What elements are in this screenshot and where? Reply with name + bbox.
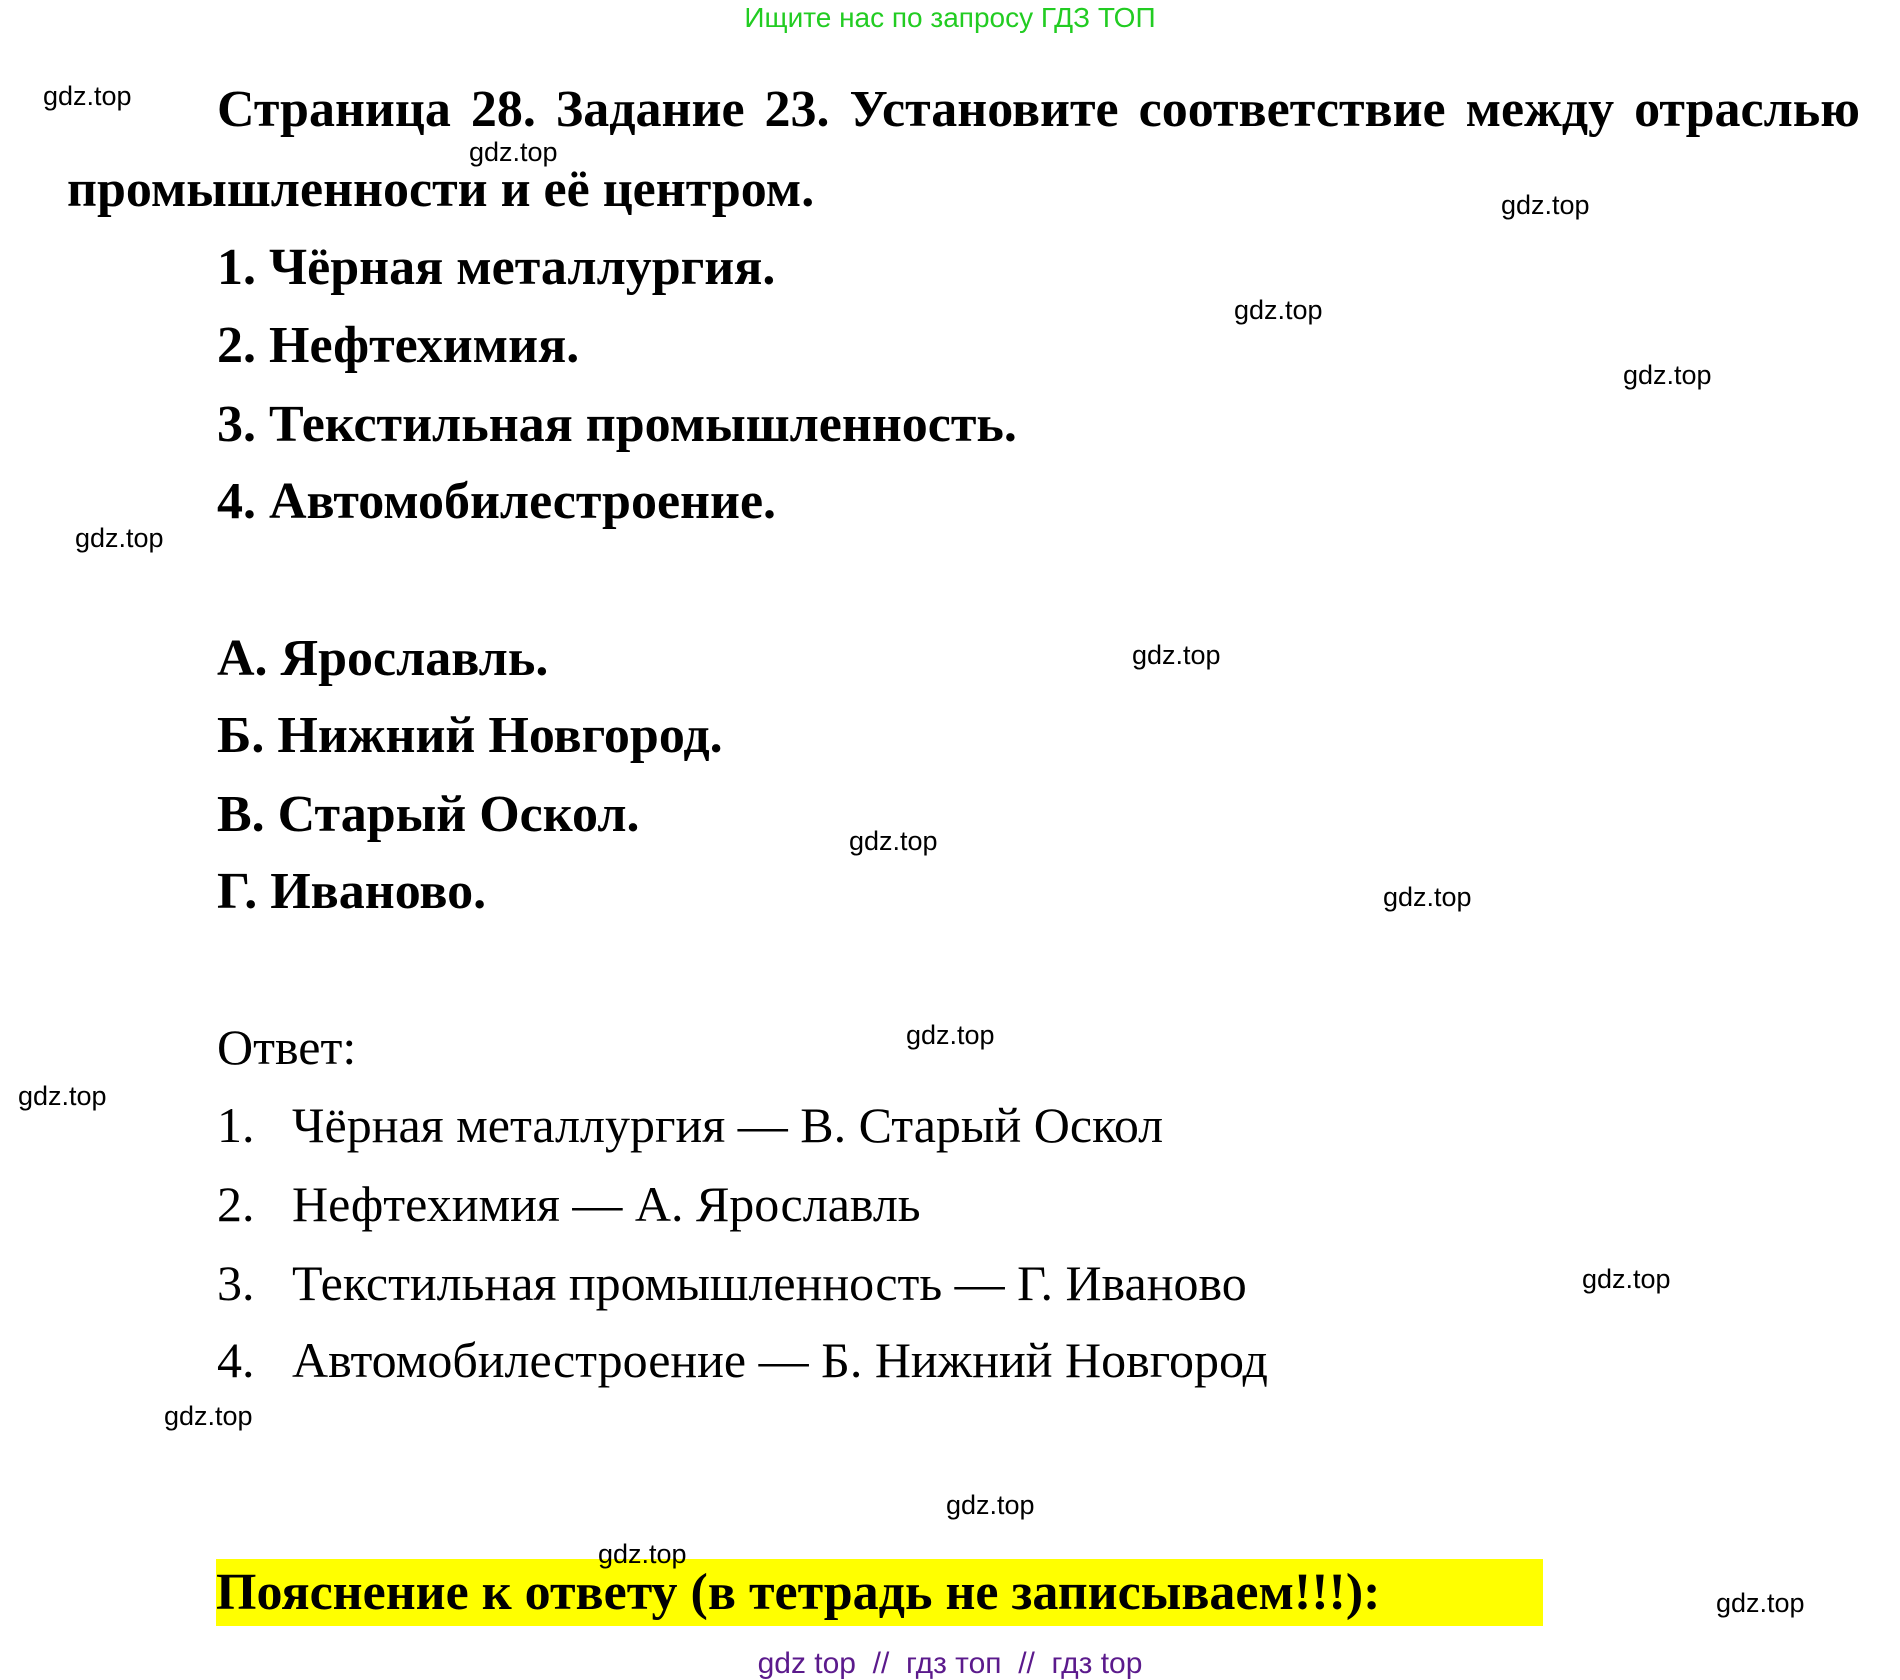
watermark: gdz.top — [598, 1539, 687, 1569]
answer-line — [217, 1174, 921, 1234]
center-item: А. Ярославль. — [217, 630, 549, 687]
industry-item: 1. Чёрная металлургия. — [217, 239, 776, 296]
watermark: gdz.top — [1582, 1264, 1671, 1294]
watermark: gdz.top — [1716, 1588, 1805, 1618]
explanation-heading: Пояснение к ответу (в тетрадь не записываем!!!): — [216, 1559, 1543, 1626]
watermark: gdz.top — [946, 1490, 1035, 1520]
answer-number: 2. — [217, 1176, 255, 1232]
watermark: gdz.top — [1383, 882, 1472, 912]
watermark: gdz.top — [18, 1081, 107, 1111]
answer-number: 4. — [217, 1332, 255, 1388]
answer-text: Нефтехимия — А. Ярославль — [292, 1176, 921, 1232]
watermark: gdz.top — [469, 137, 558, 167]
center-item: В. Старый Оскол. — [217, 786, 640, 843]
watermark: gdz.top — [43, 81, 132, 111]
answer-text: Текстильная промышленность — Г. Иваново — [292, 1255, 1247, 1311]
watermark: gdz.top — [906, 1020, 995, 1050]
watermark: gdz.top — [164, 1401, 253, 1431]
watermark: gdz.top — [1623, 360, 1712, 390]
center-item: Г. Иваново. — [217, 863, 487, 920]
search-banner: Ищите нас по запросу ГДЗ ТОП — [744, 2, 1156, 33]
answer-line — [217, 1330, 1268, 1390]
answer-number: 1. — [217, 1097, 255, 1153]
answer-number: 3. — [217, 1255, 255, 1311]
answer-label: Ответ: — [217, 1019, 357, 1075]
footer-links[interactable]: gdz top // гдз топ // гдз top — [757, 1647, 1143, 1680]
industry-item: 2. Нефтехимия. — [217, 317, 580, 374]
watermark: gdz.top — [75, 523, 164, 553]
watermark: gdz.top — [1501, 190, 1590, 220]
answer-text: Чёрная металлургия — В. Старый Оскол — [292, 1097, 1164, 1153]
answer-line — [217, 1253, 1247, 1313]
answer-line — [217, 1095, 1163, 1155]
industry-item: 4. Автомобилестроение. — [217, 473, 777, 530]
watermark: gdz.top — [849, 826, 938, 856]
center-item: Б. Нижний Новгород. — [217, 707, 723, 764]
task-title: Страница 28. Задание 23. Установите соответствие между отраслью промышленности и её центром. — [67, 81, 1860, 218]
watermark: gdz.top — [1132, 640, 1221, 670]
watermark: gdz.top — [1234, 295, 1323, 325]
industry-item: 3. Текстильная промышленность. — [217, 396, 1017, 453]
answer-text: Автомобилестроение — Б. Нижний Новгород — [292, 1332, 1268, 1388]
